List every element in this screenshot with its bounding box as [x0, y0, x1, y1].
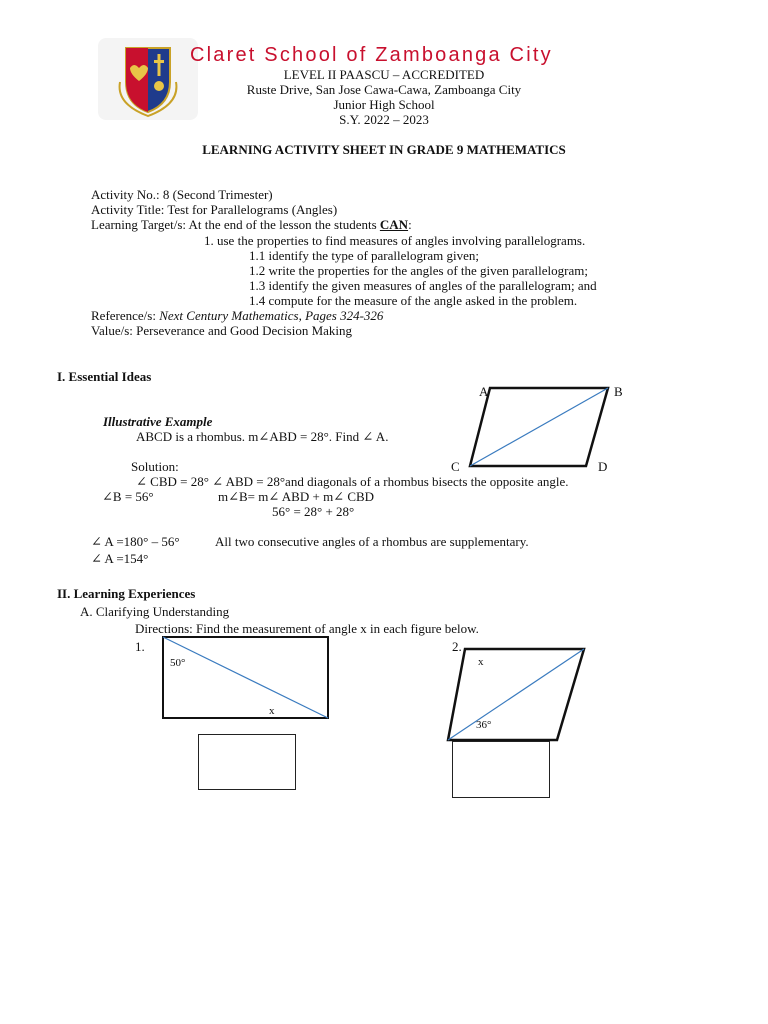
- school-name: Claret School of Zamboanga City: [190, 44, 553, 66]
- target-can: CAN: [379, 217, 409, 232]
- solution-line-1: ∠ CBD = 28° ∠ ABD = 28°and diagonals of a rhombus bisects the opposite angle.: [136, 474, 569, 489]
- solution-label: Solution:: [131, 459, 179, 474]
- vertex-a-label: A: [479, 384, 489, 399]
- figure-1-number: 1.: [135, 639, 145, 654]
- vertex-d-label: D: [598, 459, 608, 474]
- reference-prefix: Reference/s:: [91, 308, 160, 323]
- school-year: S.Y. 2022 – 2023: [339, 112, 429, 127]
- directions: Directions: Find the measurement of angle x in each figure below.: [135, 621, 479, 636]
- values: Value/s: Perseverance and Good Decision Making: [91, 323, 353, 338]
- school-address: Ruste Drive, San Jose Cawa-Cawa, Zamboanga City: [246, 82, 522, 97]
- solution-line-4b: All two consecutive angles of a rhombus are supplementary.: [215, 534, 529, 549]
- solution-line-2b: m∠B= m∠ ABD + m∠ CBD: [218, 489, 375, 504]
- target-sub-2: 1.2 write the properties for the angles of the given parallelogram;: [249, 263, 588, 278]
- vertex-b-label: B: [614, 384, 623, 399]
- essential-ideas-heading: I. Essential Ideas: [57, 369, 152, 384]
- target-item-1: 1. use the properties to find measures of angles involving parallelograms.: [204, 233, 586, 248]
- department: Junior High School: [333, 97, 435, 112]
- example-problem: ABCD is a rhombus. m∠ABD = 28°. Find ∠ A.: [136, 429, 389, 444]
- solution-line-2a: ∠B = 56°: [102, 489, 154, 504]
- parallelogram-diagonal: [448, 649, 584, 740]
- figure-2-answer-box[interactable]: [452, 741, 550, 798]
- figure-1-given-angle: 50°: [170, 657, 186, 669]
- solution-line-4a: ∠ A =180° – 56°: [91, 534, 180, 549]
- solution-line-5: ∠ A =154°: [91, 551, 149, 566]
- clarifying-understanding-heading: A. Clarifying Understanding: [80, 604, 230, 619]
- activity-title: Activity Title: Test for Parallelograms (Angles): [91, 202, 338, 217]
- reference-text: Next Century Mathematics, Pages 324-326: [159, 308, 384, 323]
- target-sub-1: 1.1 identify the type of parallelogram given;: [249, 248, 479, 263]
- target-prefix: Learning Target/s: At the end of the lesson the students: [91, 217, 380, 232]
- target-sub-4: 1.4 compute for the measure of the angle asked in the problem.: [249, 293, 578, 308]
- target-suffix: :: [408, 217, 412, 232]
- figure-2-number: 2.: [452, 639, 462, 654]
- figure-2-unknown: x: [478, 656, 484, 668]
- accreditation: LEVEL II PAASCU – ACCREDITED: [283, 67, 485, 82]
- activity-number: Activity No.: 8 (Second Trimester): [91, 187, 273, 202]
- sheet-title: LEARNING ACTIVITY SHEET IN GRADE 9 MATHEMATICS: [202, 142, 566, 157]
- vertex-c-label: C: [451, 459, 460, 474]
- figure-1-unknown: x: [269, 705, 275, 717]
- figure-2-given-angle: 36°: [476, 719, 492, 731]
- learning-experiences-heading: II. Learning Experiences: [57, 586, 196, 601]
- example-label: Illustrative Example: [103, 414, 213, 429]
- target-sub-3: 1.3 identify the given measures of angles of the parallelogram; and: [249, 278, 597, 293]
- solution-line-3: 56° = 28° + 28°: [272, 504, 355, 519]
